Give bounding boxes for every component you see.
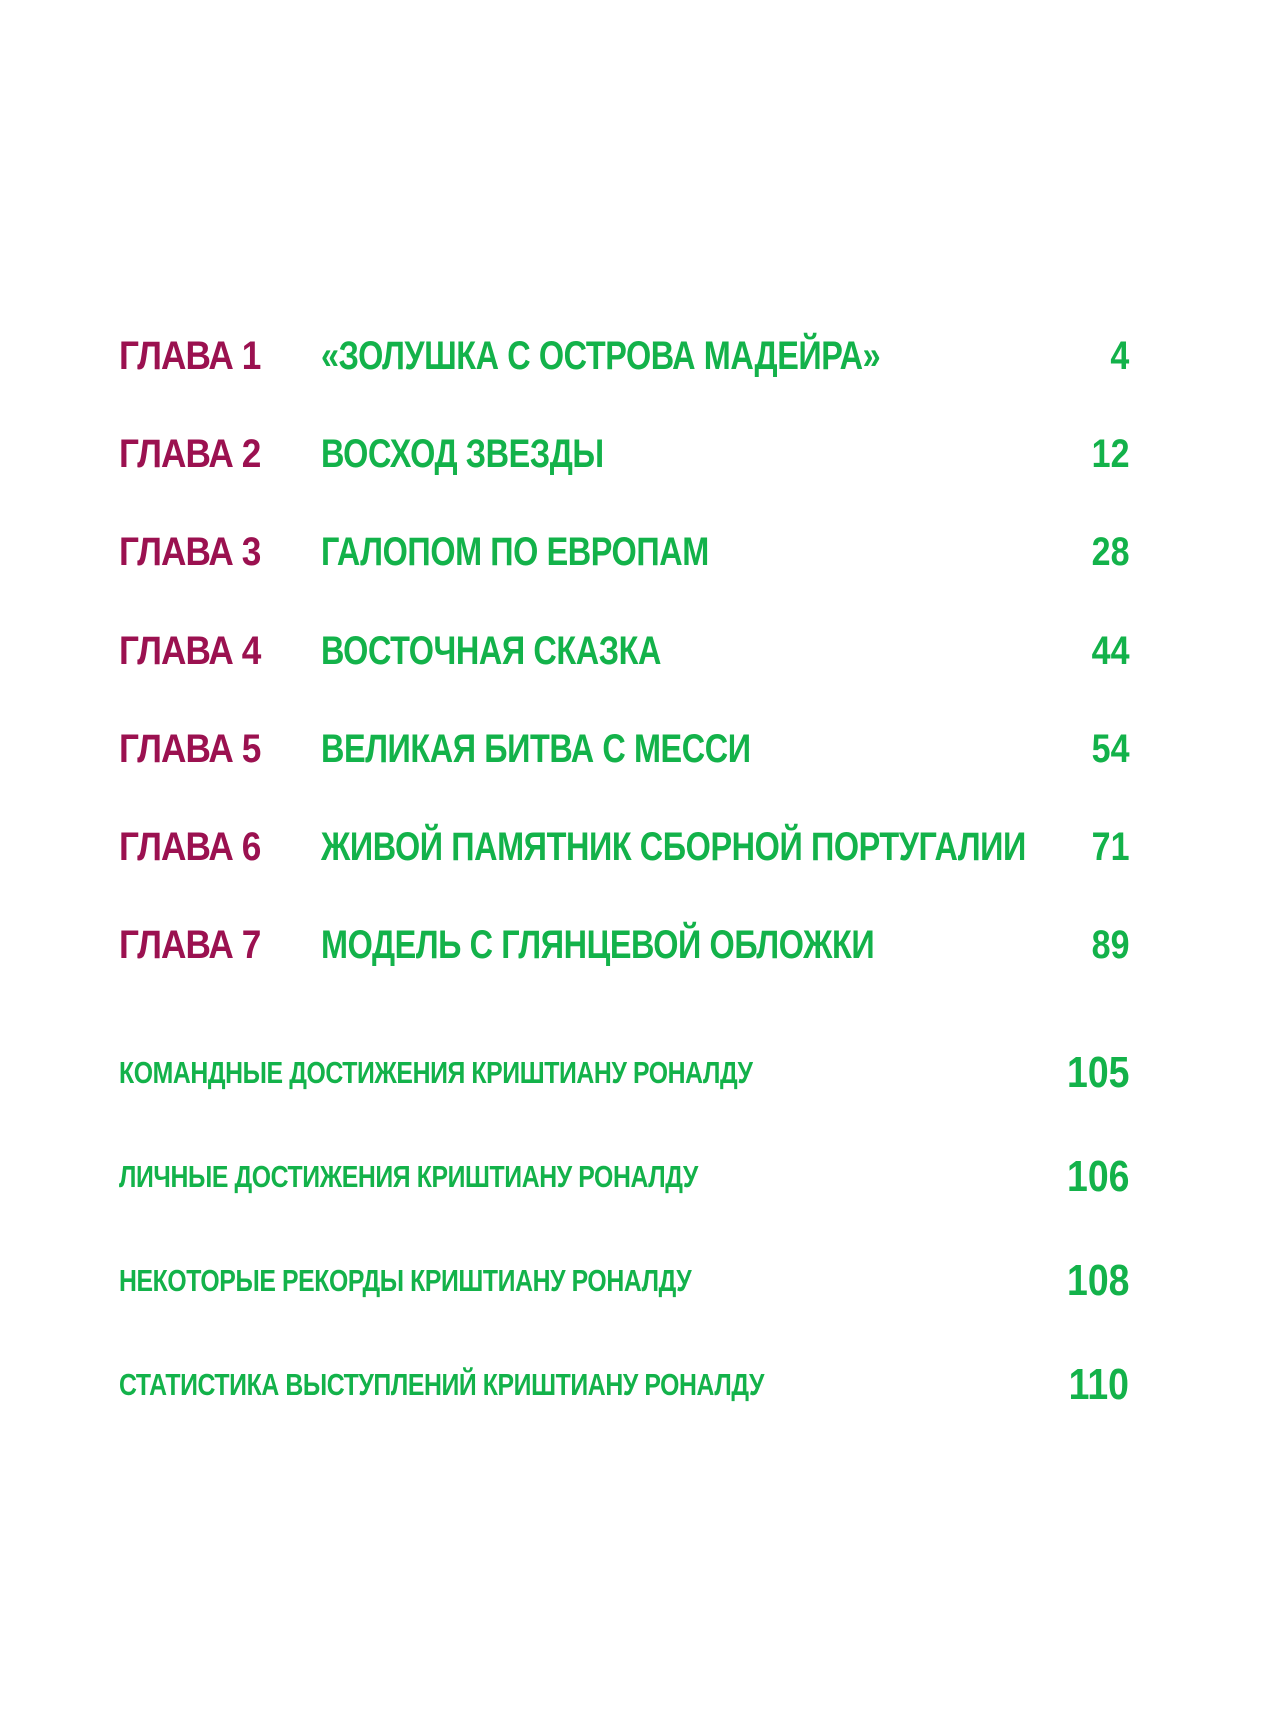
toc-chapter-5[interactable]	[119, 719, 1129, 779]
appendix-title: СТАТИСТИКА ВЫСТУПЛЕНИЙ КРИШТИАНУ РОНАЛДУ	[119, 1367, 764, 1402]
chapter-title: «ЗОЛУШКА С ОСТРОВА МАДЕЙРА»	[321, 334, 881, 378]
toc-chapter-2[interactable]	[119, 424, 1129, 484]
appendix-title: НЕКОТОРЫЕ РЕКОРДЫ КРИШТИАНУ РОНАЛДУ	[119, 1263, 692, 1298]
toc-appendix-team-achievements[interactable]	[119, 1043, 1129, 1103]
toc-chapter-1[interactable]	[119, 326, 1129, 386]
chapter-page-number: 71	[1091, 825, 1129, 869]
chapter-page-number: 54	[1091, 727, 1129, 771]
appendix-title: КОМАНДНЫЕ ДОСТИЖЕНИЯ КРИШТИАНУ РОНАЛДУ	[119, 1055, 753, 1090]
appendix-page-number: 110	[1068, 1360, 1129, 1409]
appendix-title: ЛИЧНЫЕ ДОСТИЖЕНИЯ КРИШТИАНУ РОНАЛДУ	[119, 1159, 698, 1194]
chapter-title: ЖИВОЙ ПАМЯТНИК СБОРНОЙ ПОРТУГАЛИИ	[321, 825, 1026, 869]
toc-appendix-statistics[interactable]	[119, 1355, 1129, 1415]
toc-appendix-records[interactable]	[119, 1251, 1129, 1311]
appendix-page-number: 105	[1066, 1048, 1129, 1097]
toc-chapter-4[interactable]	[119, 621, 1129, 681]
toc-chapter-7[interactable]	[119, 915, 1129, 975]
chapter-title: ВОСТОЧНАЯ СКАЗКА	[321, 629, 661, 673]
chapter-label: ГЛАВА 3	[119, 530, 261, 574]
chapter-title: ВОСХОД ЗВЕЗДЫ	[321, 432, 604, 476]
chapter-label: ГЛАВА 5	[119, 727, 261, 771]
chapter-page-number: 44	[1091, 629, 1129, 673]
appendix-page-number: 108	[1066, 1256, 1129, 1305]
toc-chapter-3[interactable]	[119, 522, 1129, 582]
chapter-page-number: 89	[1091, 923, 1129, 967]
toc-chapter-6[interactable]	[119, 817, 1129, 877]
table-of-contents	[119, 0, 1129, 1713]
toc-appendix-personal-achievements[interactable]	[119, 1147, 1129, 1207]
chapter-label: ГЛАВА 1	[119, 334, 261, 378]
chapter-title: МОДЕЛЬ С ГЛЯНЦЕВОЙ ОБЛОЖКИ	[321, 923, 875, 967]
chapter-page-number: 12	[1091, 432, 1129, 476]
chapter-title: ВЕЛИКАЯ БИТВА С МЕССИ	[321, 727, 751, 771]
appendix-page-number: 106	[1066, 1152, 1129, 1201]
chapter-page-number: 28	[1091, 530, 1129, 574]
chapter-label: ГЛАВА 4	[119, 629, 261, 673]
chapter-page-number: 4	[1110, 334, 1129, 378]
chapter-label: ГЛАВА 2	[119, 432, 261, 476]
chapter-title: ГАЛОПОМ ПО ЕВРОПАМ	[321, 530, 709, 574]
chapter-label: ГЛАВА 7	[119, 923, 261, 967]
chapter-label: ГЛАВА 6	[119, 825, 261, 869]
